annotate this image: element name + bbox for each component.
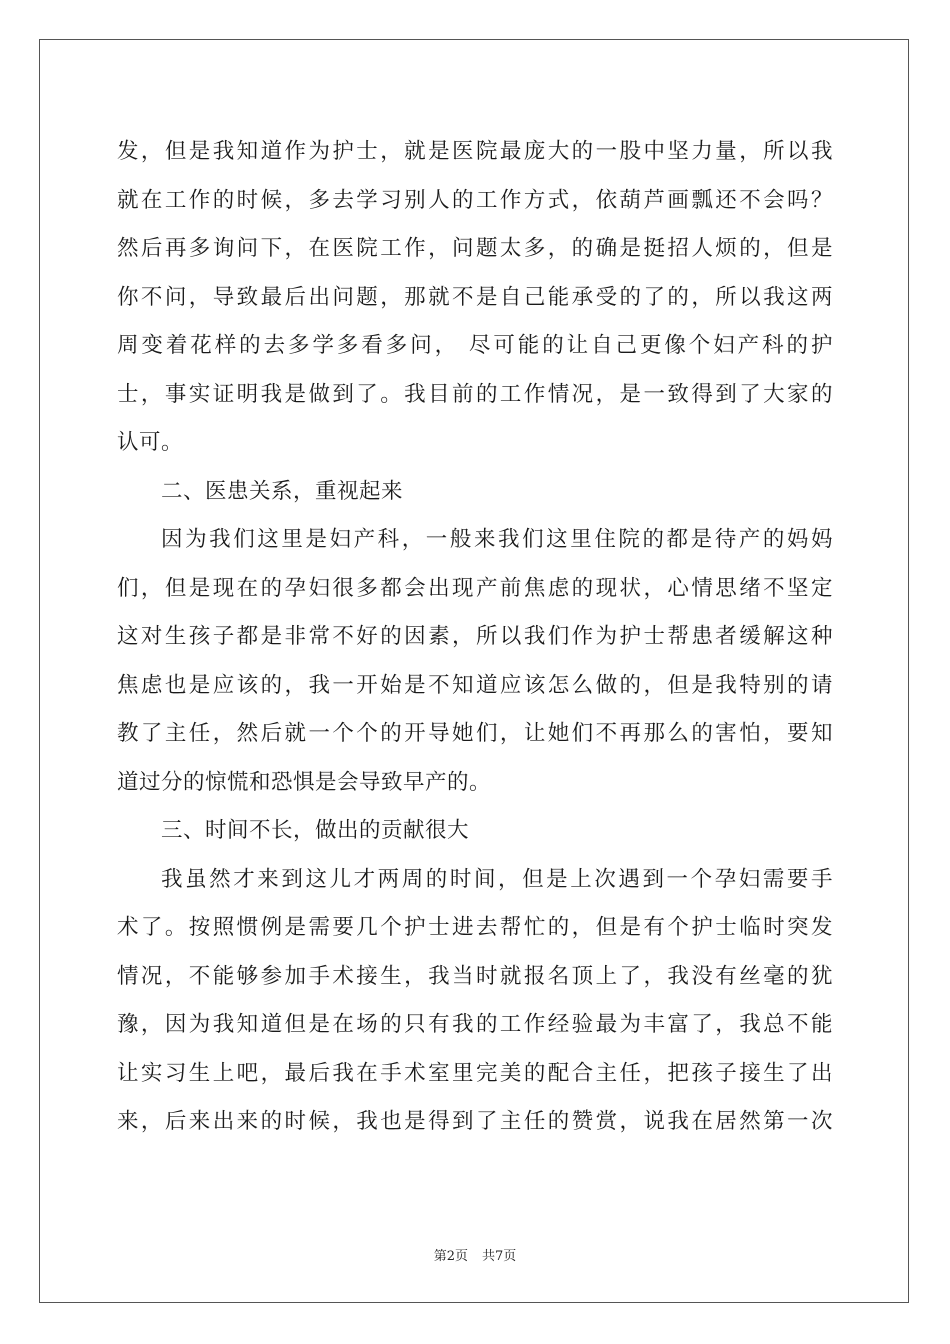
text-line: 二、医患关系，重视起来 — [161, 478, 404, 504]
total-pages-label: 共7页 — [482, 1249, 517, 1264]
text-line: 这对生孩子都是非常不好的因素，所以我们作为护士帮患者缓解这种 — [117, 624, 833, 649]
text-line: 我虽然才来到这儿才两周的时间，但是上次遇到一个孕妇需要手 — [161, 866, 833, 892]
text-line: 发，但是我知道作为护士，就是医院最庞大的一股中坚力量，所以我 — [117, 139, 833, 164]
text-line: 道过分的惊慌和恐惧是会导致早产的。 — [117, 769, 492, 795]
text-line: 术了。按照惯例是需要几个护士进去帮忙的，但是有个护士临时突发 — [117, 915, 833, 940]
text-line: 豫，因为我知道但是在场的只有我的工作经验最为丰富了，我总不能 — [117, 1012, 833, 1037]
text-line: 让实习生上吧，最后我在手术室里完美的配合主任，把孩子接生了出 — [117, 1060, 833, 1086]
current-page-label: 第2页 — [433, 1249, 468, 1264]
document-body — [117, 128, 833, 1147]
text-line: 就在工作的时候，多去学习别人的工作方式，依葫芦画瓢还不会吗？ — [117, 187, 833, 213]
text-line: 焦虑也是应该的，我一开始是不知道应该怎么做的，但是我特别的请 — [117, 672, 833, 698]
text-line: 三、时间不长，做出的贡献很大 — [161, 818, 470, 843]
text-line: 情况，不能够参加手术接生，我当时就报名顶上了，我没有丝毫的犹 — [117, 963, 833, 989]
text-line: 周变着花样的去多学多看多问， 尽可能的让自己更像个妇产科的护 — [117, 333, 833, 358]
text-line: 教了主任，然后就一个个的开导她们，让她们不再那么的害怕，要知 — [117, 721, 833, 746]
text-line: 然后再多询问下，在医院工作，问题太多，的确是挺招人烦的，但是 — [117, 236, 833, 261]
text-line: 士，事实证明我是做到了。我目前的工作情况，是一致得到了大家的 — [117, 381, 833, 407]
text-line: 你不问，导致最后出问题，那就不是自己能承受的了的，所以我这两 — [117, 284, 833, 310]
text-line: 认可。 — [117, 430, 184, 455]
text-line: 们，但是现在的孕妇很多都会出现产前焦虑的现状，心情思绪不坚定 — [117, 575, 833, 601]
text-line: 因为我们这里是妇产科，一般来我们这里住院的都是待产的妈妈 — [161, 527, 833, 552]
text-line: 来，后来出来的时候，我也是得到了主任的赞赏，说我在居然第一次 — [117, 1109, 833, 1134]
page-footer — [0, 1245, 950, 1264]
